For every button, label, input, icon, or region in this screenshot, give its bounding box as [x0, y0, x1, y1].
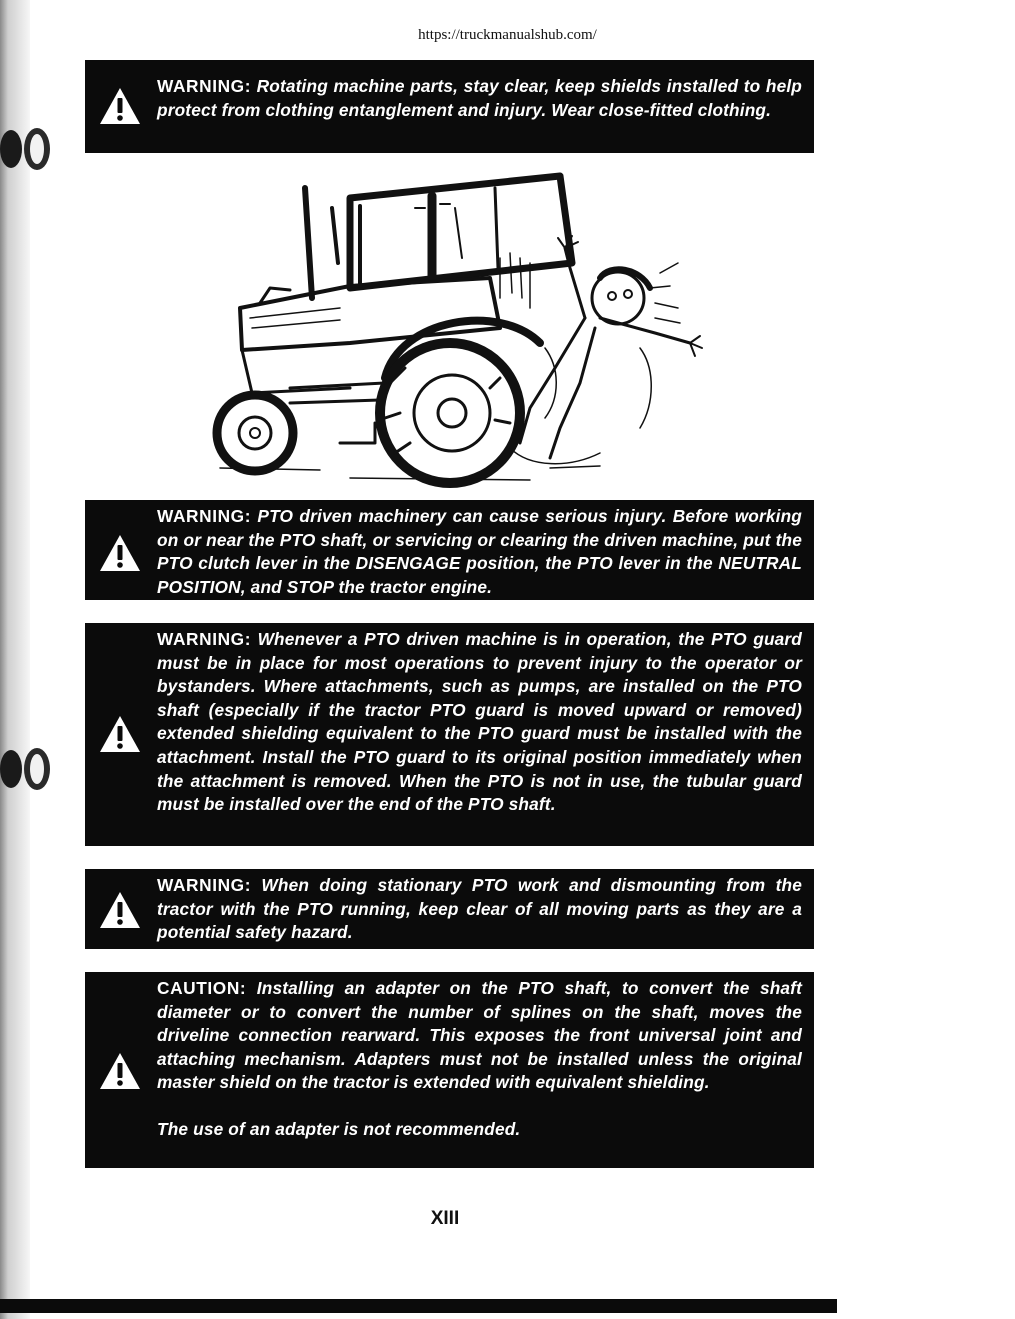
page-binding-edge: [0, 0, 30, 1319]
warning-box-stationary-pto: [85, 869, 814, 949]
tractor-pto-entanglement-illustration: [200, 168, 720, 493]
notice-extra: The use of an adapter is not recommended.: [157, 1118, 521, 1139]
notice-label: WARNING:: [157, 629, 252, 649]
binder-ring-top: [0, 126, 52, 172]
notice-body: Installing an adapter on the PTO shaft, to convert the shaft diameter or to convert the number of splines on the shaft, moves the driveline connection rearward. This exposes the front universal joint and attaching mechanism. Adapters must not be installed unless the original master shield on the tractor is extended with equivalent shielding.: [157, 978, 802, 1093]
caution-box-adapter: [85, 972, 814, 1168]
warning-triangle-icon: [99, 891, 141, 929]
warning-triangle-icon: [99, 87, 141, 125]
page-number: XIII: [430, 1208, 460, 1229]
warning-text: [157, 874, 802, 945]
notice-label: CAUTION:: [157, 978, 247, 998]
warning-triangle-icon: [99, 715, 141, 753]
source-url[interactable]: https://truckmanualshub.com/: [418, 27, 597, 43]
warning-box-rotating-parts: [85, 60, 814, 153]
notice-body: Whenever a PTO driven machine is in operation, the PTO guard must be in place for most operations to prevent injury to the operator or bystanders. Where attachments, such as pumps, are installed on the PTO shaft (especially if the tractor PTO guard is moved upward or removed) extended shielding equivalent to the PTO guard must be installed with the attachment. Install the PTO guard to its original position immediately when the attachment is removed. When the PTO is not in use, the tubular guard must be installed over the end of the PTO shaft.: [157, 629, 802, 815]
warning-text: [157, 75, 802, 122]
warning-triangle-icon: [99, 534, 141, 572]
bottom-scan-bar: [0, 1299, 837, 1313]
caution-text: [157, 977, 802, 1142]
notice-label: WARNING:: [157, 76, 252, 96]
notice-body: PTO driven machinery can cause serious injury. Before working on or near the PTO shaft, or servicing or clearing the driven machine, put the PTO clutch lever in the DISENGAGE position, the PTO lever in the NEUTRAL POSITION, and STOP the tractor engine.: [157, 506, 803, 597]
warning-box-pto-servicing: [85, 500, 814, 600]
notice-label: WARNING:: [157, 506, 252, 526]
warning-triangle-icon: [99, 1052, 141, 1090]
warning-box-pto-guard: [85, 623, 814, 846]
warning-text: [157, 505, 802, 599]
warning-text: [157, 628, 802, 817]
notice-body: When doing stationary PTO work and dismounting from the tractor with the PTO running, keep clear of all moving parts as they are a potential safety hazard.: [157, 875, 802, 943]
binder-ring-bottom: [0, 746, 52, 792]
notice-body: Rotating machine parts, stay clear, keep shields installed to help protect from clothing entanglement and injury. Wear close-fitted clothing.: [157, 76, 802, 120]
notice-label: WARNING:: [157, 875, 252, 895]
